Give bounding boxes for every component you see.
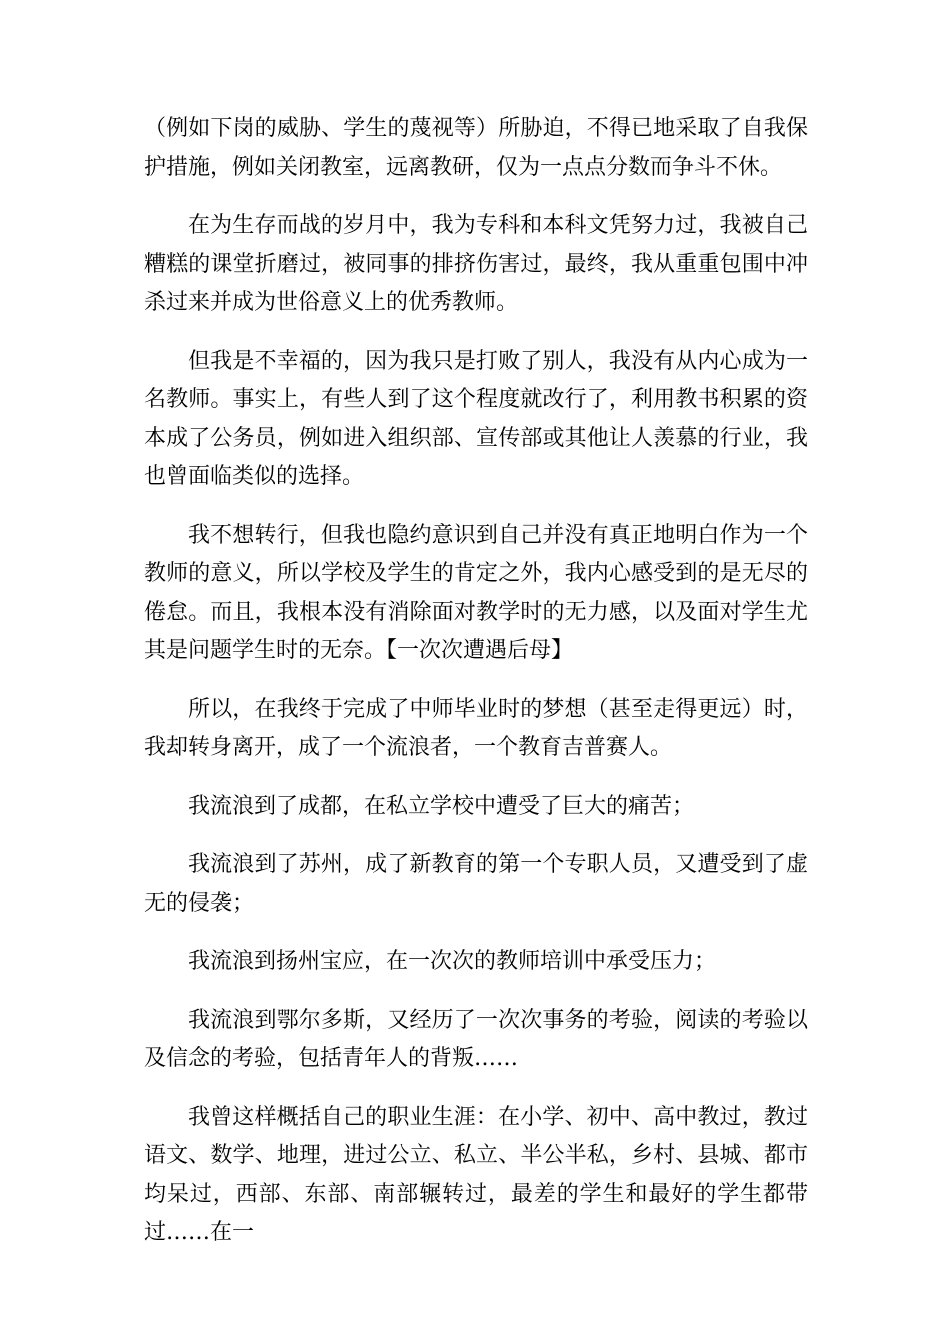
document-body	[144, 110, 808, 1253]
paragraph: 所以，在我终于完成了中师毕业时的梦想（甚至走得更远）时，我却转身离开，成了一个流浪者，一个教育吉普赛人。	[144, 696, 808, 760]
paragraph: 我流浪到了成都，在私立学校中遭受了巨大的痛苦；	[188, 793, 695, 819]
paragraph: 但我是不幸福的，因为我只是打败了别人，我没有从内心成为一名教师。事实上，有些人到了这个程度就改行了，利用教书积累的资本成了公务员，例如进入组织部、宣传部或其他让人羡慕的行业，我也曾面临类似的选择。	[144, 348, 808, 489]
paragraph: 我流浪到扬州宝应，在一次次的教师培训中承受压力；	[188, 949, 717, 974]
paragraph: 我不想转行，但我也隐约意识到自己并没有真正地明白作为一个教师的意义，所以学校及学生的肯定之外，我内心感受到的是无尽的倦怠。而且，我根本没有消除面对教学时的无力感，以及面对学生尤其是问题学生时的无奈。【一次次遭遇后母】	[144, 522, 808, 663]
paragraph: 我流浪到鄂尔多斯，又经历了一次次事务的考验，阅读的考验以及信念的考验，包括青年人的背叛……	[144, 1007, 808, 1071]
paragraph: 我流浪到了苏州，成了新教育的第一个专职人员，又遭受到了虚无的侵袭；	[144, 852, 808, 916]
paragraph: 我曾这样概括自己的职业生涯：在小学、初中、高中教过，教过语文、数学、地理，进过公立、私立、半公半私，乡村、县城、都市均呆过，西部、东部、南部辗转过，最差的学生和最好的学生都带过……在一	[144, 1104, 808, 1245]
paragraph: （例如下岗的威胁、学生的蔑视等）所胁迫，不得已地采取了自我保护措施，例如关闭教室，远离教研，仅为一点点分数而争斗不休。	[144, 116, 808, 180]
paragraph: 在为生存而战的岁月中，我为专科和本科文凭努力过，我被自己糟糕的课堂折磨过，被同事的排挤伤害过，最终，我从重重包围中冲杀过来并成为世俗意义上的优秀教师。	[144, 213, 808, 315]
